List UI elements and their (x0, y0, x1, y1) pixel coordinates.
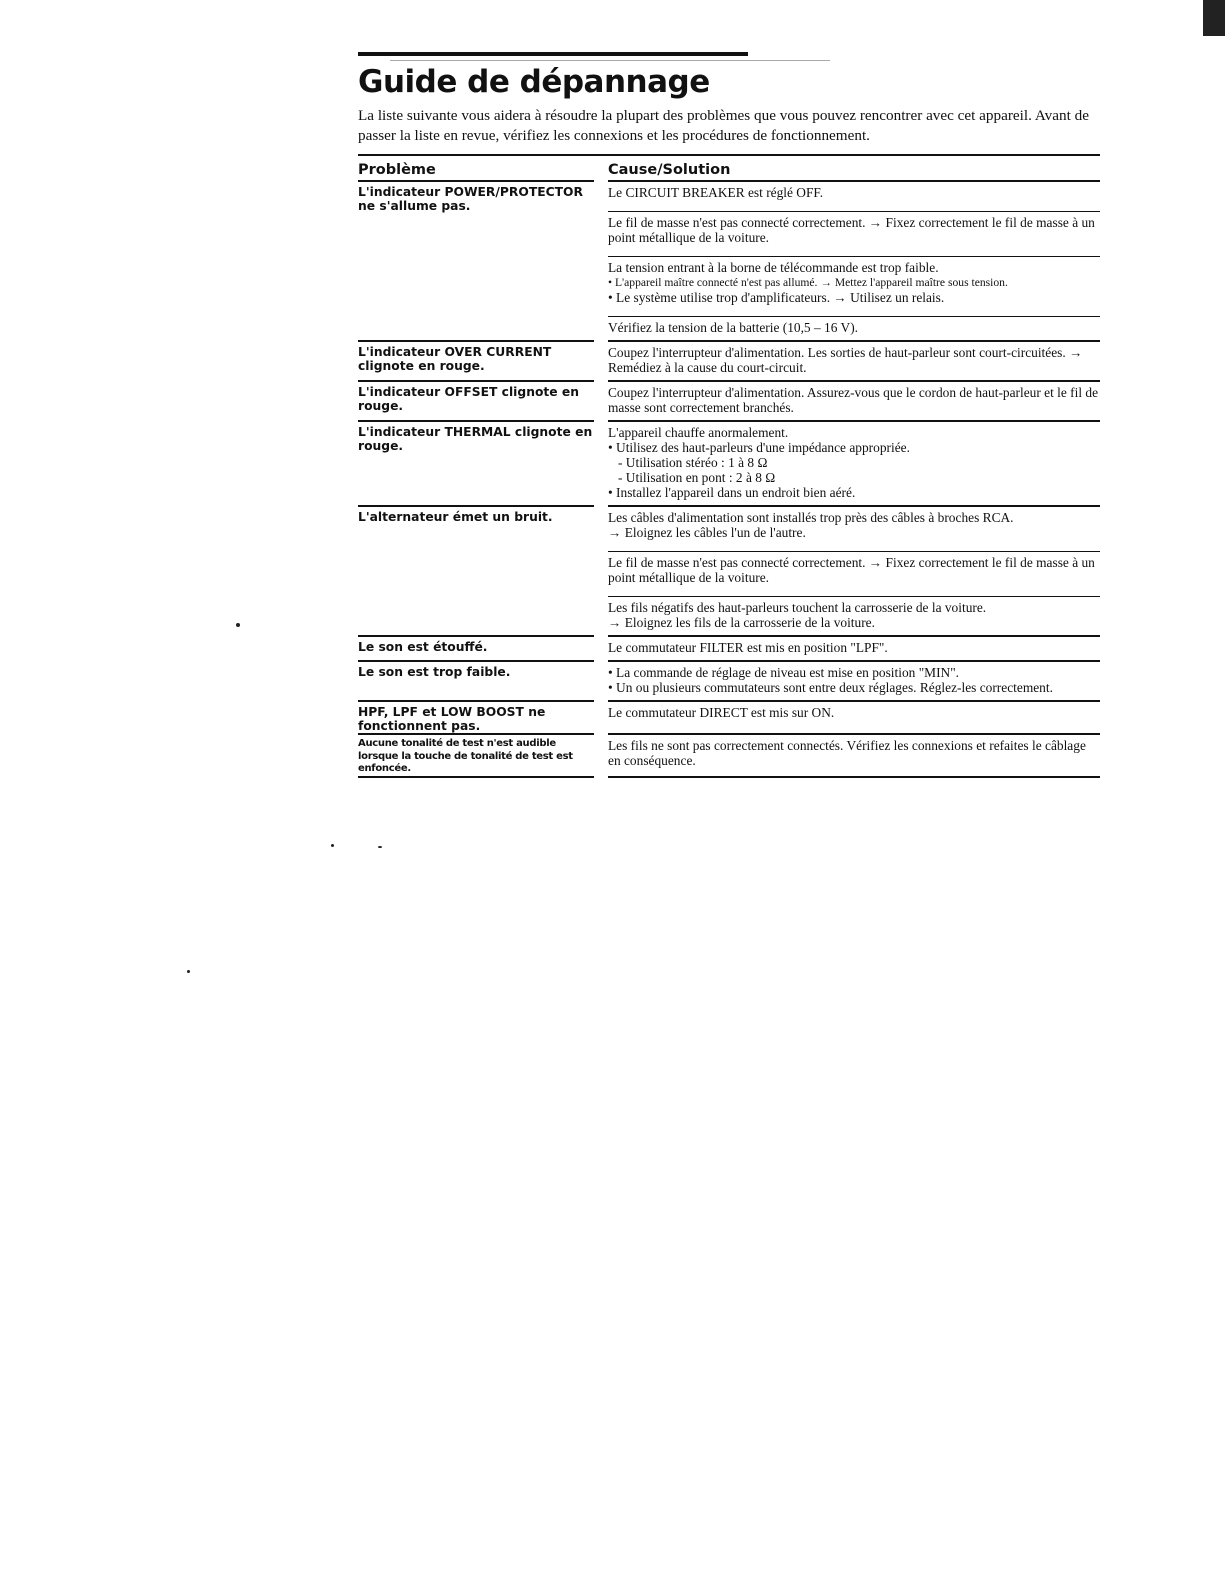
problem-text: L'indicateur OVER CURRENT clignote en rouge. (358, 340, 594, 373)
problem-text: Le son est étouffé. (358, 635, 594, 654)
solution-bullet: • Installez l'appareil dans un endroit bien aéré. (608, 485, 856, 500)
solution-cell (608, 420, 1100, 505)
table-row (358, 700, 1100, 733)
solution-cell (608, 660, 1100, 700)
solution-block (608, 211, 1100, 250)
solution-line: Le fil de masse n'est pas connecté correctement. → Fixez correctement le fil de masse à un point métallique de la voiture. (608, 215, 1095, 245)
scan-speck (187, 970, 190, 973)
table-bottom-rule (358, 776, 1100, 778)
solution-line: Coupez l'interrupteur d'alimentation. Les sorties de haut-parleur sont court-circuitées. → Remédiez à la cause du court-circuit. (608, 345, 1083, 375)
solution-line: Le commutateur FILTER est mis en position "LPF". (608, 640, 888, 655)
page-title: Guide de dépannage (358, 64, 710, 100)
solution-line: Les câbles d'alimentation sont installés trop près des câbles à broches RCA. (608, 510, 1014, 525)
scan-speck (378, 846, 382, 848)
problem-cell (358, 420, 608, 505)
solution-block (608, 596, 1100, 635)
solution-cell (608, 733, 1100, 776)
scan-speck (236, 623, 240, 627)
table-row (358, 180, 1100, 340)
solution-block (608, 700, 1100, 725)
problem-cell (358, 635, 608, 660)
problem-cell (358, 340, 608, 380)
solution-line: L'appareil chauffe anormalement. (608, 425, 789, 440)
intro-paragraph: La liste suivante vous aidera à résoudre la plupart des problèmes que vous pouvez rencontrer avec cet appareil. Avant de passer la liste en revue, vérifiez les connexions et les procédures de fonctionnement. (358, 107, 1089, 144)
troubleshooting-table (358, 180, 1100, 776)
scan-edge-mark (1203, 0, 1225, 36)
problem-cell (358, 660, 608, 700)
solution-block (608, 733, 1100, 773)
problem-text: L'indicateur OFFSET clignote en rouge. (358, 380, 594, 413)
solution-line: Vérifiez la tension de la batterie (10,5 – 16 V). (608, 320, 858, 335)
solution-bullet: • Un ou plusieurs commutateurs sont entre deux réglages. Réglez-les correctement. (608, 680, 1053, 695)
problem-text: L'indicateur THERMAL clignote en rouge. (358, 420, 594, 453)
problem-text: L'indicateur POWER/PROTECTOR ne s'allume pas. (358, 180, 594, 213)
problem-cell (358, 380, 608, 420)
troubleshooting-page (358, 52, 1100, 778)
solution-line: Les fils négatifs des haut-parleurs touchent la carrosserie de la voiture. (608, 600, 987, 615)
solution-line: Coupez l'interrupteur d'alimentation. Assurez-vous que le cordon de haut-parleur et le fil de masse sont correctement branchés. (608, 385, 1099, 415)
solution-subitem: - Utilisation en pont : 2 à 8 Ω (618, 470, 776, 485)
solution-cell (608, 180, 1100, 340)
header-solution: Cause/Solution (608, 162, 731, 178)
solution-line: → Eloignez les câbles l'un de l'autre. (608, 525, 806, 540)
solution-bullet: • Le système utilise trop d'amplificateurs. → Utilisez un relais. (608, 290, 945, 305)
solution-block (608, 316, 1100, 340)
solution-block (608, 660, 1100, 700)
table-row (358, 635, 1100, 660)
solution-block (608, 505, 1100, 545)
solution-line: → Eloignez les fils de la carrosserie de la voiture. (608, 615, 875, 630)
solution-block (608, 256, 1100, 310)
problem-cell (358, 180, 608, 340)
problem-text: Aucune tonalité de test n'est audible lorsque la touche de tonalité de test est enfoncée. (358, 733, 594, 776)
solution-line: Le CIRCUIT BREAKER est réglé OFF. (608, 185, 824, 200)
solution-bullet: • Utilisez des haut-parleurs d'une impédance appropriée. (608, 440, 910, 455)
table-header (358, 154, 1100, 180)
table-row (358, 660, 1100, 700)
solution-cell (608, 505, 1100, 635)
problem-cell (358, 733, 608, 776)
table-row (358, 420, 1100, 505)
solution-cell (608, 700, 1100, 733)
solution-cell (608, 380, 1100, 420)
solution-subitem: - Utilisation stéréo : 1 à 8 Ω (618, 455, 768, 470)
solution-block (608, 180, 1100, 205)
solution-block (608, 635, 1100, 660)
solution-block (608, 340, 1100, 380)
header-problem: Problème (358, 162, 436, 178)
table-row (358, 733, 1100, 776)
table-row (358, 505, 1100, 635)
table-row (358, 380, 1100, 420)
solution-line: La tension entrant à la borne de télécommande est trop faible. (608, 260, 939, 275)
solution-bullet: • La commande de réglage de niveau est mise en position "MIN". (608, 665, 960, 680)
solution-cell (608, 635, 1100, 660)
solution-line: Le fil de masse n'est pas connecté correctement. → Fixez correctement le fil de masse à un point métallique de la voiture. (608, 555, 1095, 585)
scan-speck (331, 844, 334, 847)
solution-block (608, 420, 1100, 505)
solution-cell (608, 340, 1100, 380)
problem-cell (358, 505, 608, 635)
solution-block (608, 551, 1100, 590)
solution-line: Les fils ne sont pas correctement connectés. Vérifiez les connexions et refaites le câblage en conséquence. (608, 738, 1086, 768)
solution-block (608, 380, 1100, 420)
solution-line: Le commutateur DIRECT est mis sur ON. (608, 705, 835, 720)
table-row (358, 340, 1100, 380)
problem-text: HPF, LPF et LOW BOOST ne fonctionnent pas. (358, 700, 594, 733)
title-rule (358, 52, 748, 56)
solution-bullet: • L'appareil maître connecté n'est pas allumé. → Mettez l'appareil maître sous tension. (608, 276, 1008, 289)
problem-text: L'alternateur émet un bruit. (358, 505, 594, 524)
problem-cell (358, 700, 608, 733)
problem-text: Le son est trop faible. (358, 660, 594, 679)
